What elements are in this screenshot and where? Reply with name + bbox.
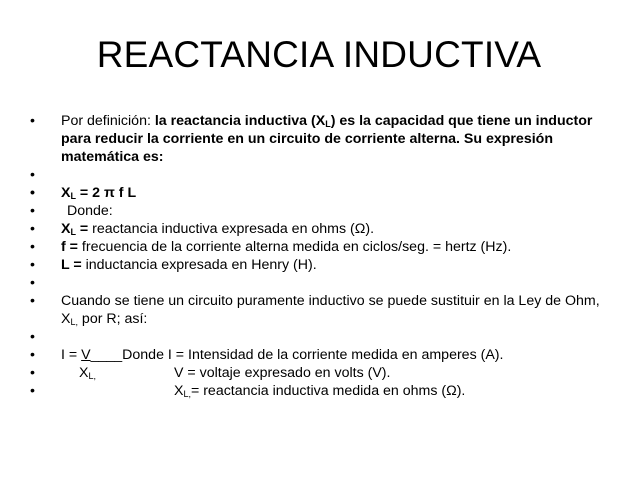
formula-rest: = 2 π f L	[75, 185, 137, 201]
eq-i: I =	[61, 347, 82, 363]
formula-subscript: L	[70, 191, 76, 201]
bullet-def-f	[30, 238, 616, 256]
slide-title: REACTANCIA INDUCTIVA	[96, 34, 542, 75]
eq-xl-subscript: L,	[88, 371, 96, 381]
eq-v-def: V = voltaje expresado en volts (V).	[174, 365, 391, 381]
def-f-key: f =	[61, 239, 82, 255]
bullet-denominator	[30, 364, 616, 382]
donde-label: Donde:	[67, 203, 113, 219]
bullet-formula	[30, 184, 616, 202]
bullet-def-xl	[30, 220, 616, 238]
bullet-xl-def	[30, 382, 616, 400]
definition-bold-1: la reactancia inductiva (X	[154, 113, 326, 129]
eq-xl-def-subscript: L,	[183, 389, 191, 399]
def-l-key: L =	[61, 257, 86, 273]
bullet-ohm-law	[30, 292, 616, 328]
ohm-subscript: L,	[70, 317, 78, 327]
eq-donde-i: Donde I = Intensidad de la corriente medida en amperes (A).	[122, 347, 504, 363]
bullet-empty	[30, 274, 616, 292]
def-xl-x: X	[61, 221, 71, 237]
eq-v: V	[81, 347, 91, 363]
formula-x: X	[61, 185, 71, 201]
bullet-def-l	[30, 256, 616, 274]
eq-blank: ____	[90, 347, 123, 363]
def-l-text: inductancia expresada en Henry (H).	[85, 257, 317, 273]
definition-prefix: Por definición:	[61, 113, 155, 129]
eq-xl-x: X	[79, 365, 89, 381]
bullet-empty	[30, 166, 616, 184]
definition-subscript: L	[325, 119, 331, 129]
def-f-text: frecuencia de la corriente alterna medida en ciclos/seg. = hertz (Hz).	[81, 239, 512, 255]
def-xl-eq: =	[75, 221, 93, 237]
ohm-text-2: por R; así:	[77, 311, 148, 327]
ohm-text-1: Cuando se tiene un circuito puramente inductivo se puede sustituir en la Ley de Ohm, X	[61, 293, 600, 327]
eq-xl-def-text: = reactancia inductiva medida en ohms (Ω).	[190, 383, 466, 399]
bullet-empty	[30, 328, 616, 346]
def-xl-text: reactancia inductiva expresada en ohms (Ω).	[92, 221, 375, 237]
definition-bold-2: ) es la capacidad que tiene un inductor para reducir la corriente en un circuito de corriente alterna. Su expresión matemática es:	[61, 113, 593, 165]
def-xl-subscript: L	[70, 227, 76, 237]
bullet-donde	[30, 202, 616, 220]
bullet-equation	[30, 346, 616, 364]
eq-xl-def-x: X	[174, 383, 184, 399]
bullet-definition	[30, 112, 616, 166]
bullet-list	[30, 112, 616, 400]
